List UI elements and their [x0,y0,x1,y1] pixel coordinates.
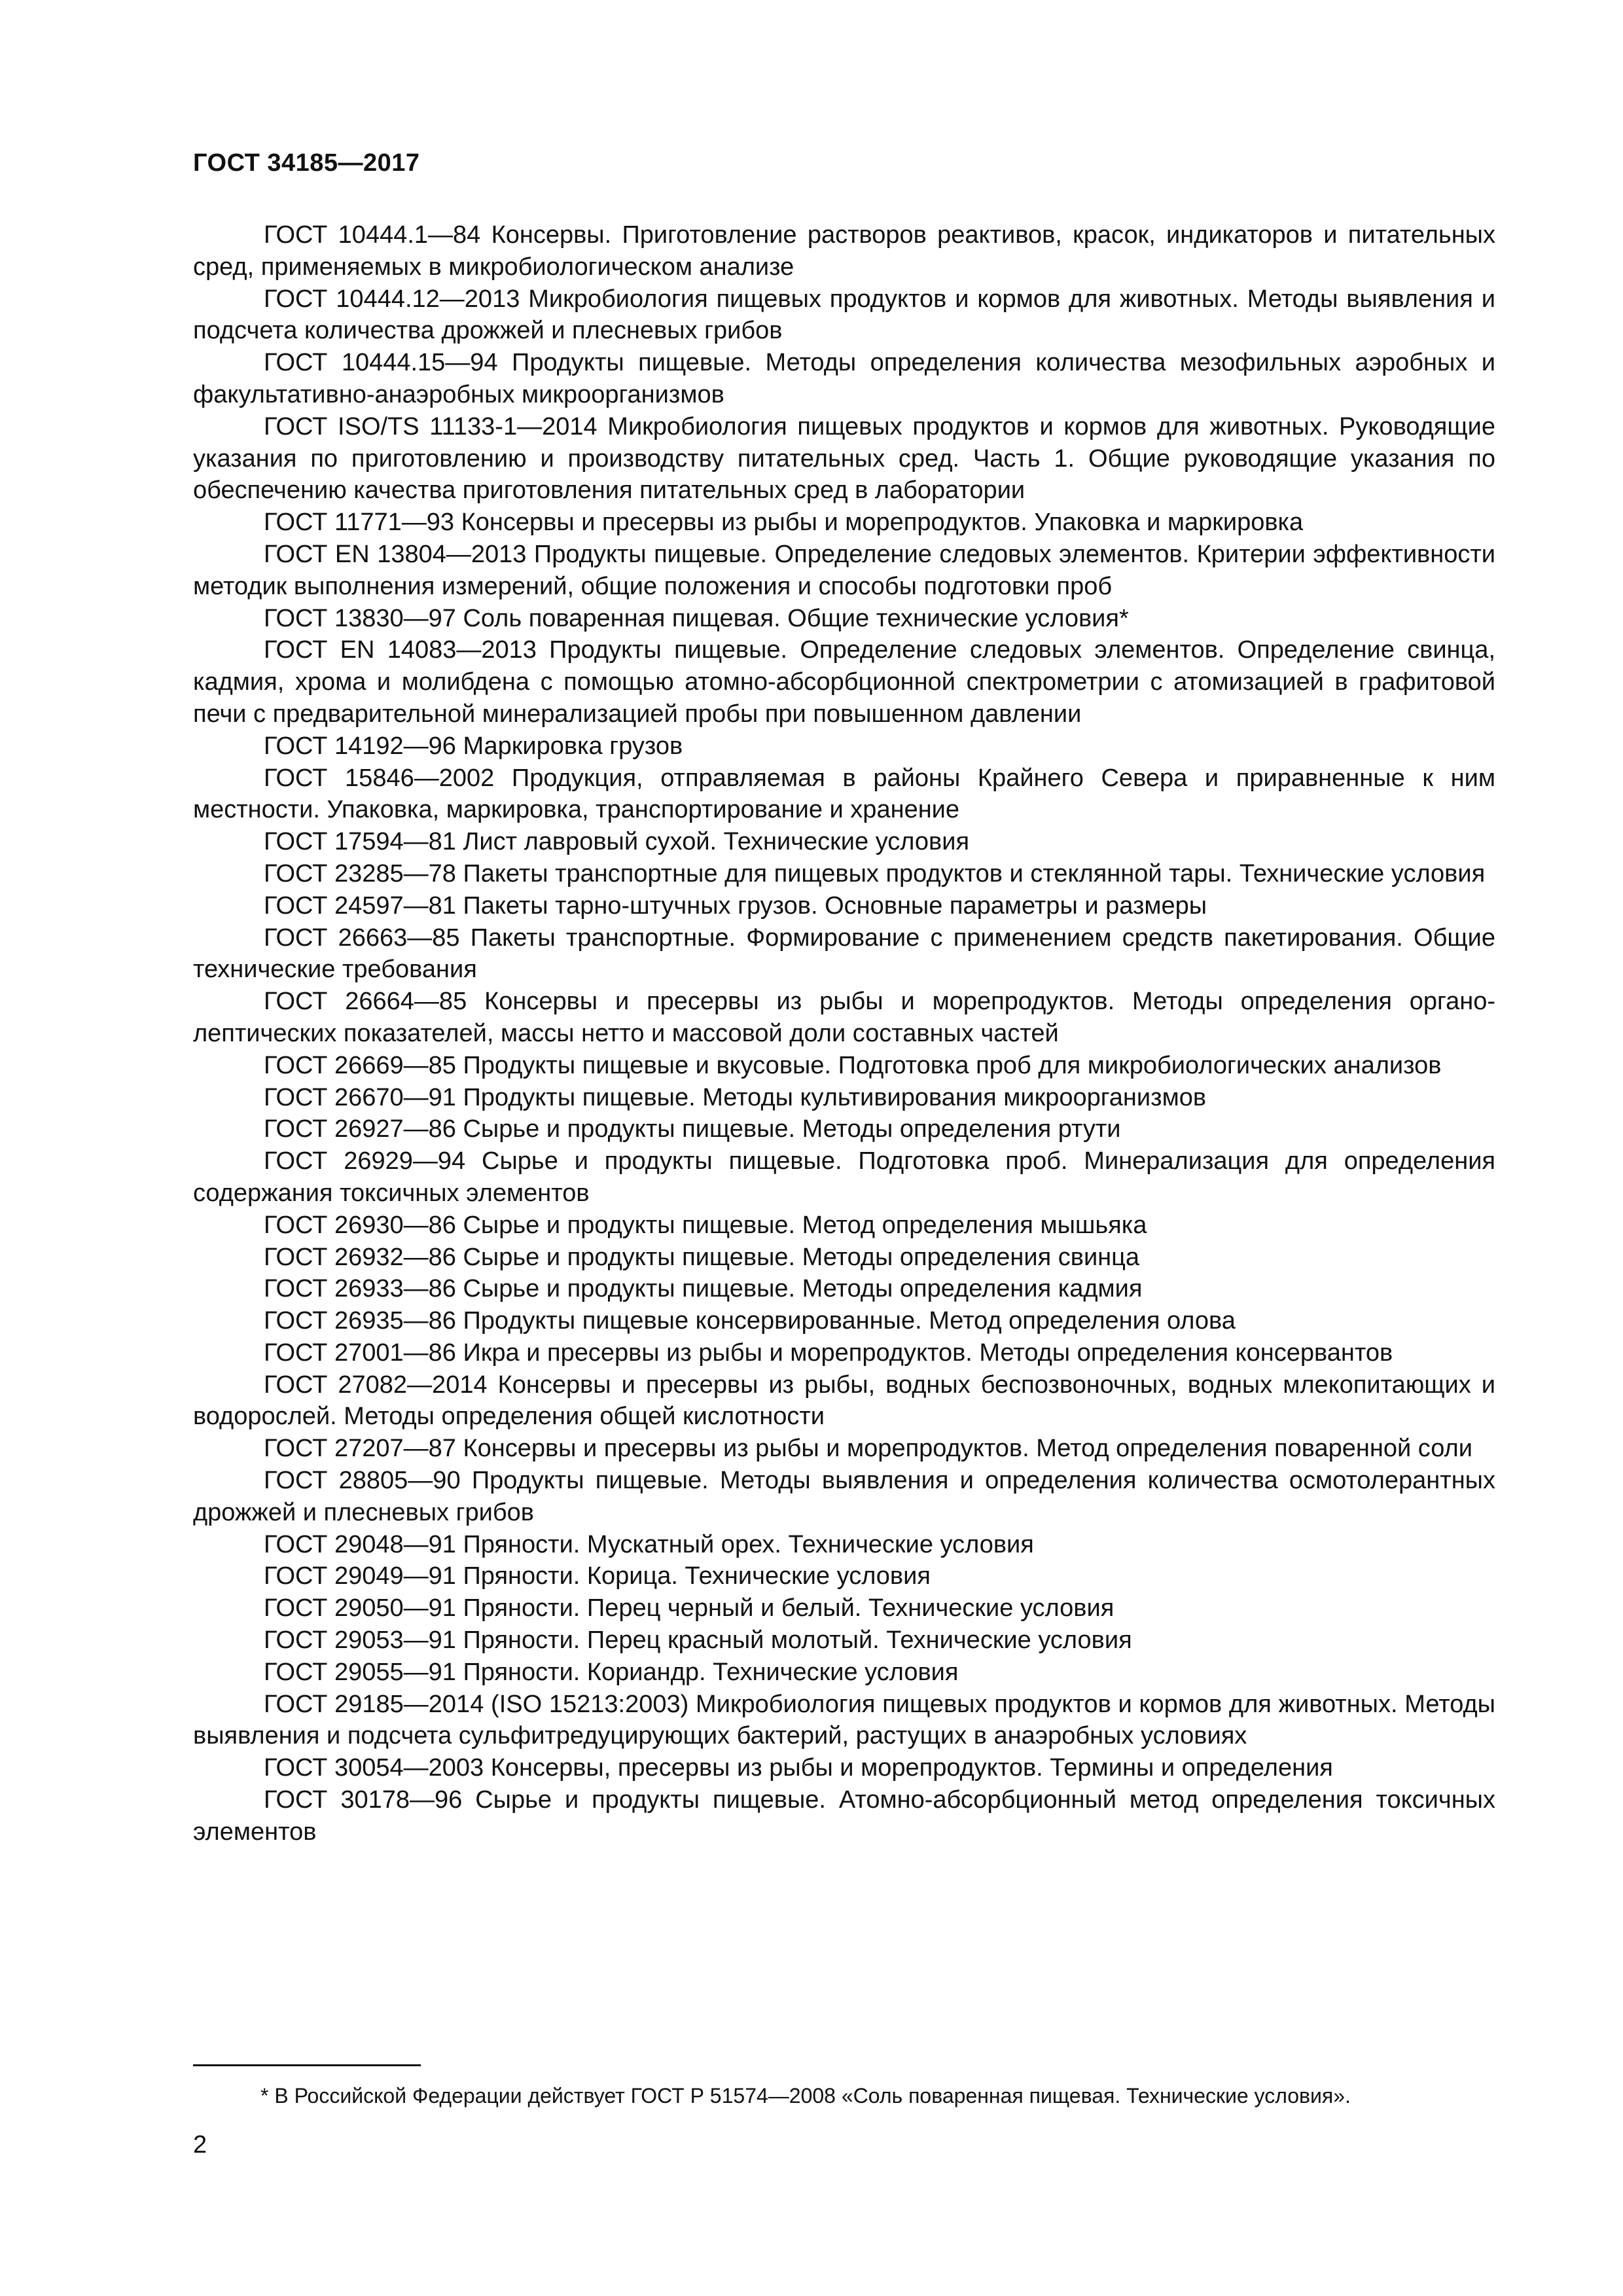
reference-item: ГОСТ 26663—85 Пакеты транспортные. Формирование с применением средств пакетирования. Общие технические требования [193,924,1495,984]
reference-item: ГОСТ 23285—78 Пакеты транспортные для пищевых продуктов и стеклянной тары. Технические условия [264,859,1486,888]
reference-item: ГОСТ 17594—81 Лист лавровый сухой. Технические условия [264,828,970,856]
reference-item: ГОСТ 10444.1—84 Консервы. Приготовление растворов реактивов, красок, индикаторов и питательных сред, применяемых в микробиологическом анализе [193,221,1495,281]
reference-item: ГОСТ 26669—85 Продукты пищевые и вкусовые. Подготовка проб для микробиологических анализов [264,1051,1442,1079]
reference-item: ГОСТ 30178—96 Сырье и продукты пищевые. Атомно-абсорбционный метод определения токсичных элементов [193,1786,1495,1846]
reference-item: ГОСТ 26929—94 Сырье и продукты пищевые. Подготовка проб. Минерализация для определения содержания токсичных элементов [193,1147,1495,1207]
reference-item: ГОСТ 29049—91 Пряности. Корица. Технические условия [264,1562,931,1590]
reference-item: ГОСТ 10444.15—94 Продукты пищевые. Методы определения количества мезофильных аэробных и факультативно-анаэробных микроорганизмов [193,349,1495,408]
reference-item: ГОСТ 29050—91 Пряности. Перец черный и белый. Технические условия [264,1594,1115,1623]
reference-item: ГОСТ 29048—91 Пряности. Мускатный орех. Технические условия [264,1530,1034,1558]
reference-item: ГОСТ 30054—2003 Консервы, пресервы из рыбы и морепродуктов. Термины и определения [264,1754,1333,1782]
reference-item: ГОСТ 11771—93 Консервы и пресервы из рыбы и морепродуктов. Упаковка и маркировка [264,509,1304,537]
reference-item: ГОСТ 27082—2014 Консервы и пресервы из рыбы, водных беспозвоночных, водных млекопитающих и водорослей. Методы определения общей кислотности [193,1371,1495,1431]
reference-item: ГОСТ 24597—81 Пакеты тарно-штучных грузов. Основные параметры и размеры [264,891,1207,920]
document-header: ГОСТ 34185—2017 [193,149,420,177]
reference-item: ГОСТ ISO/TS 11133-1—2014 Микробиология пищевых продуктов и кормов для животных. Руководящие указания по приготовлению и производству питательных сред. Часть 1. Общие руководящие указания по обеспечению качества приготовления питательных сред в лаборатории [193,412,1495,505]
reference-item: ГОСТ EN 14083—2013 Продукты пищевые. Определение следовых элементов. Определение свинца, кадмия, хрома и молибдена с помощью атомно-абсорбционной спектрометрии с атомизацией в графитовой печи с предварительной минерализацией пробы при повышенном давлении [193,636,1495,728]
reference-item: ГОСТ 26933—86 Сырье и продукты пищевые. Методы определения кадмия [264,1275,1143,1303]
reference-item: ГОСТ 29055—91 Пряности. Кориандр. Технические условия [264,1658,959,1686]
reference-item: ГОСТ 26670—91 Продукты пищевые. Методы культивирования микроорганизмов [264,1083,1207,1111]
reference-item: ГОСТ 28805—90 Продукты пищевые. Методы выявления и определения количества осмотолерантных дрожжей и плесневых грибов [193,1467,1495,1526]
reference-item: ГОСТ EN 13804—2013 Продукты пищевые. Определение следовых элементов. Критерии эффективности методик выполнения измерений, общие положения и способы подготовки проб [193,540,1495,600]
normative-references [193,219,1495,1848]
reference-item: ГОСТ 27001—86 Икра и пресервы из рыбы и морепродуктов. Методы определения консервантов [264,1338,1393,1367]
reference-item: ГОСТ 14192—96 Маркировка грузов [264,732,683,760]
page-number: 2 [193,2131,207,2159]
reference-item: ГОСТ 26664—85 Консервы и пресервы из рыбы и морепродуктов. Методы определения органолептических показателей, массы нетто и массовой доли составных частей [193,988,1495,1047]
reference-item: ГОСТ 13830—97 Соль поваренная пищевая. Общие технические условия* [264,604,1129,632]
reference-item: ГОСТ 27207—87 Консервы и пресервы из рыбы и морепродуктов. Метод определения поваренной соли [264,1435,1472,1463]
reference-item: ГОСТ 15846—2002 Продукция, отправляемая в районы Крайнего Севера и приравненные к ним местности. Упаковка, маркировка, транспортирование и хранение [193,764,1495,824]
footnote: * В Российской Федерации действует ГОСТ Р 51574—2008 «Соль поваренная пищевая. Технические условия». [260,2084,1351,2108]
footnote-divider [193,2064,421,2066]
reference-item: ГОСТ 26935—86 Продукты пищевые консервированные. Метод определения олова [264,1307,1236,1335]
reference-item: ГОСТ 29053—91 Пряности. Перец красный молотый. Технические условия [264,1626,1132,1655]
reference-item: ГОСТ 26927—86 Сырье и продукты пищевые. Методы определения ртути [264,1115,1121,1143]
reference-item: ГОСТ 26932—86 Сырье и продукты пищевые. Методы определения свинца [264,1243,1140,1271]
reference-item: ГОСТ 26930—86 Сырье и продукты пищевые. Метод определения мышьяка [264,1211,1147,1239]
reference-item: ГОСТ 10444.12—2013 Микробиология пищевых продуктов и кормов для животных. Методы выявления и подсчета количества дрожжей и плесневых грибов [193,285,1495,345]
reference-item: ГОСТ 29185—2014 (ISO 15213:2003) Микробиология пищевых продуктов и кормов для животных. Методы выявления и подсчета сульфитредуцирующих бактерий, растущих в анаэробных условиях [193,1690,1495,1750]
